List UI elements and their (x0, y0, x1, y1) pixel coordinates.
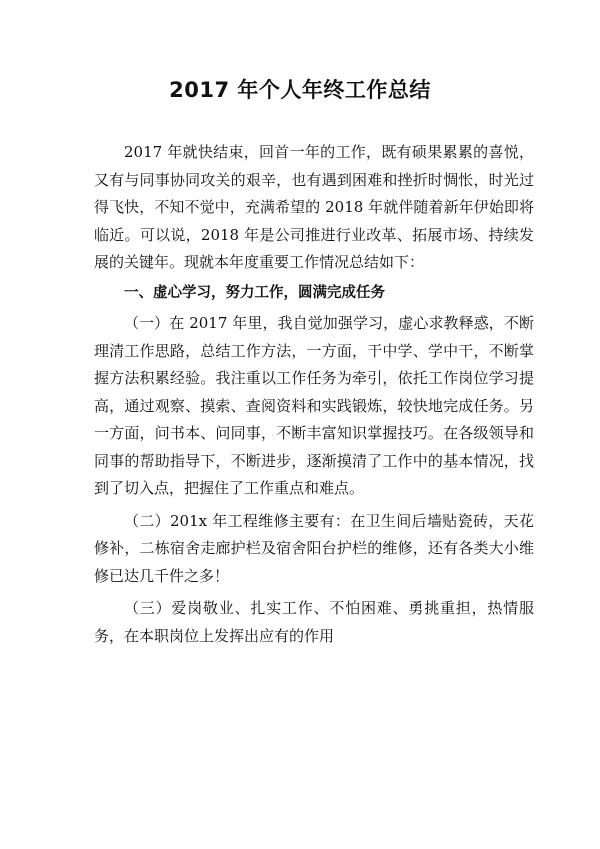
item-paragraph-2: （二）201x 年工程维修主要有：在卫生间后墙贴瓷砖，天花修补，二栋宿舍走廊护栏及宿舍阳台护栏的维修，还有各类大小维修已达几千件之多！ (94, 511, 534, 585)
item-paragraph-3: （三）爱岗敬业、扎实工作、不怕困难、勇挑重担，热情服务，在本职岗位上发挥出应有的作用 (94, 599, 534, 645)
document-body (94, 139, 534, 655)
document-title: 2017 年个人年终工作总结 (169, 78, 431, 102)
item-paragraph-1: （一）在 2017 年里，我自觉加强学习，虚心求教释惑，不断理清工作思路，总结工作方法，一方面，干中学、学中干，不断掌握方法积累经验。我注重以工作任务为牵引，依托工作岗位学习提高，通过观察、摸索、查阅资料和实践锻炼，较快地完成任务。另一方面，问书本、问同事，不断丰富知识掌握技巧。在各级领导和同事的帮助指导下，不断进步，逐渐摸清了工作中的基本情况，找到了切入点，把握住了工作重点和难点。 (94, 314, 534, 497)
section-heading: 一、虚心学习，努力工作，圆满完成任务 (124, 284, 385, 301)
intro-paragraph: 2017 年就快结束，回首一年的工作，既有硕果累累的喜悦，又有与同事协同攻关的艰辛，也有遇到困难和挫折时惆怅，时光过得飞快，不知不觉中，充满希望的 2018 年就伴随着新年伊始即将临近。可以说，2018 年是公司推进行业改革、拓展市场、持续发展的关键年。现就本年度重要工作情况总结如下： (94, 143, 534, 271)
